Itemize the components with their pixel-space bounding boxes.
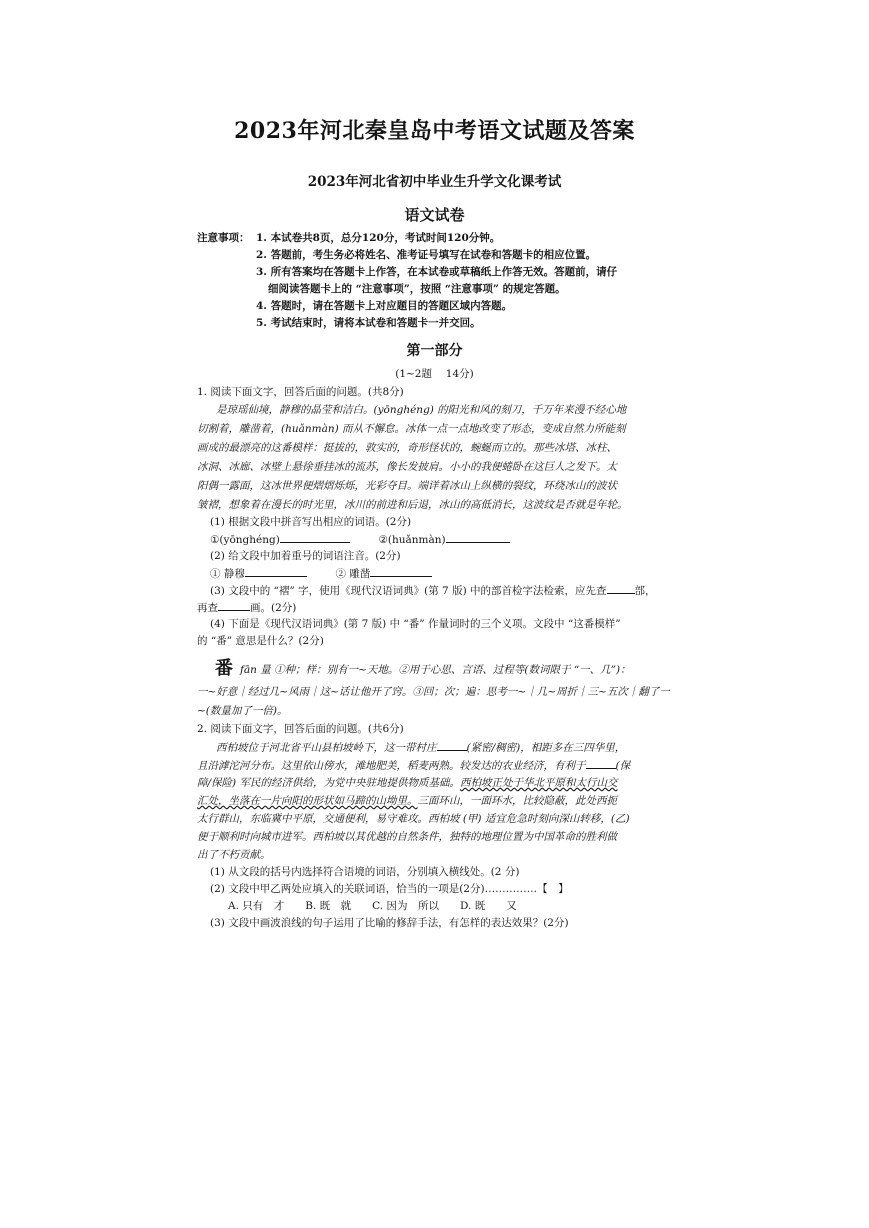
- part-title: 第一部分: [406, 343, 463, 359]
- q2-text: 三面环山，一面环水，比较隐蔽，此处西扼: [417, 795, 617, 807]
- q1-sub2-b-label: ② 雕凿: [335, 568, 371, 580]
- q1-passage-line-2: 切割着，雕凿着，(huǎnmàn) 而从不懈怠。冰体一点一点地改变了形态，变成自然力所能刻: [197, 423, 626, 435]
- q2-text: 且沿滹沱河分布。这里依山傍水，滩地肥美，稻麦两熟。较发达的农业经济，有利于: [197, 760, 586, 772]
- answer-blank[interactable]: [586, 757, 616, 769]
- q2-text: 西柏坡位于河北省平山县柏坡岭下，这一带村庄: [216, 742, 437, 754]
- q2-passage-line-1: [216, 739, 625, 755]
- q2-passage-line-4: [197, 793, 617, 808]
- q2-sub2: (2) 文段中甲乙两处应填入的关联词语，恰当的一项是(2分)……………【 】: [210, 883, 569, 895]
- answer-blank[interactable]: [245, 565, 307, 577]
- q1-sub4-line-2: 的 “番” 意思是什么？(2分): [197, 635, 324, 647]
- q2-wavy-sentence: 汇处，坐落在一片向阳的形状如马蹄的山坳里。: [197, 795, 418, 807]
- answer-blank[interactable]: [446, 531, 510, 543]
- notice-item-3-cont: 细阅读答题卡上的 “注意事项”，按照 “注意事项” 的规定答题。: [268, 283, 566, 295]
- notice-item-4: 4. 答题时，请在答题卡上对应题目的答题区域内答题。: [256, 300, 513, 312]
- answer-blank[interactable]: [370, 565, 432, 577]
- answer-blank[interactable]: [437, 739, 467, 751]
- q1-sub1-a-label: ①(yōnghéng): [210, 534, 280, 546]
- q2-text: 障/保险) 军民的经济供给，为党中央驻地提供物质基础。: [197, 777, 460, 789]
- q1-passage-line-1: 是琼瑶仙境，静穆的晶莹和洁白。(yōnghéng) 的阳光和风的刻刀，千万年来漫不经心地: [216, 404, 627, 416]
- q1-sub2-a-label: ① 静穆: [210, 568, 245, 580]
- paper-name: 语文试卷: [404, 206, 465, 224]
- q1-sub1-b-label: ②(huǎnmàn): [378, 534, 446, 546]
- notice-item-2: 2. 答题前，考生务必将姓名、准考证号填写在试卷和答题卡的相应位置。: [256, 249, 597, 261]
- q1-sub1-stem: (1) 根据文段中拼音写出相应的词语。(2分): [210, 516, 412, 528]
- q2-passage-line-3: [197, 775, 617, 790]
- q2-passage-line-7: 出了不朽贡献。: [197, 849, 271, 861]
- q2-wavy-sentence: 西柏坡正处于华北平原和太行山交: [459, 777, 618, 789]
- part-subtitle: (1~2题 14分): [395, 368, 474, 380]
- answer-blank[interactable]: [218, 599, 250, 611]
- q1-passage-line-3: 画成的最漂亮的这番模样：挺拔的，敦实的，奇形怪状的，蜿蜒而立的。那些冰塔、冰柱、: [197, 442, 617, 454]
- q2-text: (保: [615, 760, 631, 772]
- q2-sub1: (1) 从文段的括号内选择符合语境的词语，分别填入横线处。(2 分): [210, 866, 520, 878]
- document-title: 2023年河北秦皇岛中考语文试题及答案: [234, 118, 635, 144]
- q1-sub3-text-end: 画。(2分): [250, 602, 297, 614]
- q2-stem: 2. 阅读下面文字，回答后面的问题。(共6分): [197, 723, 404, 735]
- q2-passage-line-2: [197, 757, 630, 773]
- q1-sub3-line-1: [210, 582, 656, 598]
- q1-sub3-text: 再查: [197, 602, 218, 614]
- q1-sub2-answers: [210, 565, 432, 581]
- q2-sub3: (3) 文段中画波浪线的句子运用了比喻的修辞手法，有怎样的表达效果？(2分): [210, 917, 569, 929]
- dict-head-char: 番: [215, 658, 233, 679]
- q2-passage-line-5: 太行群山，东临冀中平原，交通便利，易守难攻。西柏坡 (甲) 适宜危急时刻向深山转移，(乙): [197, 813, 630, 825]
- q1-passage-line-4: 冰洞、冰廊、冰壁上悬徐垂挂冰的流苏，像长发披肩。小小的我便蜷卧在这巨人之发下。太: [197, 461, 617, 473]
- q2-sub2-options: A. 只有 才 B. 既 就 C. 因为 所以 D. 既 又: [228, 900, 517, 912]
- exam-title: 2023年河北省初中毕业生升学文化课考试: [307, 174, 562, 190]
- q1-passage-line-5: 阳偶一露面，这冰世界便熠熠烁烁，光彩夺目。端详着冰山上纵横的裂纹，环绕冰山的波状: [197, 480, 617, 492]
- answer-blank[interactable]: [607, 582, 635, 594]
- q1-sub3-line-2: [197, 599, 296, 615]
- answer-blank[interactable]: [280, 531, 350, 543]
- q1-passage-line-6: 皱褶，想象着在漫长的时光里，冰川的前进和后退，冰山的高低消长，这波纹是否就是年轮。: [197, 499, 628, 511]
- notice-item-3: 3. 所有答案均在答题卡上作答，在本试卷或草稿纸上作答无效。答题前，请仔: [256, 266, 618, 278]
- notice-item-1: 1. 本试卷共8页，总分120分，考试时间120分钟。: [256, 232, 501, 244]
- dict-line-2: 一~好意｜经过几~风雨｜这~话让他开了窍。③回；次；遍：思考一~｜几~周折｜三~五次｜翻了一: [197, 686, 670, 698]
- notice-label: 注意事项：: [197, 232, 250, 244]
- q2-passage-line-6: 便于顺利时向城市进军。西柏坡以其优越的自然条件，独特的地理位置为中国革命的胜利做: [197, 831, 617, 843]
- q1-sub2-stem: (2) 给文段中加着重号的词语注音。(2分): [210, 550, 401, 562]
- notice-item-5: 5. 考试结束时，请将本试卷和答题卡一并交回。: [256, 317, 481, 329]
- q1-sub3-text: (3) 文段中的 “褶” 字，使用《现代汉语词典》(第 7 版) 中的部首检字法检索，应先查: [210, 585, 607, 597]
- q1-sub3-text-end: 部，: [634, 585, 656, 597]
- q1-stem: 1. 阅读下面文字，回答后面的问题。(共8分): [197, 386, 404, 398]
- dict-line-1: fān 量 ①种；样：别有一~天地。②用于心思、言语、过程等(数词限于 “一、几”)：: [240, 664, 631, 676]
- q1-sub1-answers: [210, 531, 510, 546]
- dict-line-3: ~(数量加了一倍)。: [197, 705, 288, 717]
- q2-text: (紧密/稠密)，相距多在三四华里，: [466, 742, 626, 754]
- q1-sub4-line-1: (4) 下面是《现代汉语词典》(第 7 版) 中 “番” 作量词时的三个义项。文段中 “这番模样”: [210, 618, 621, 630]
